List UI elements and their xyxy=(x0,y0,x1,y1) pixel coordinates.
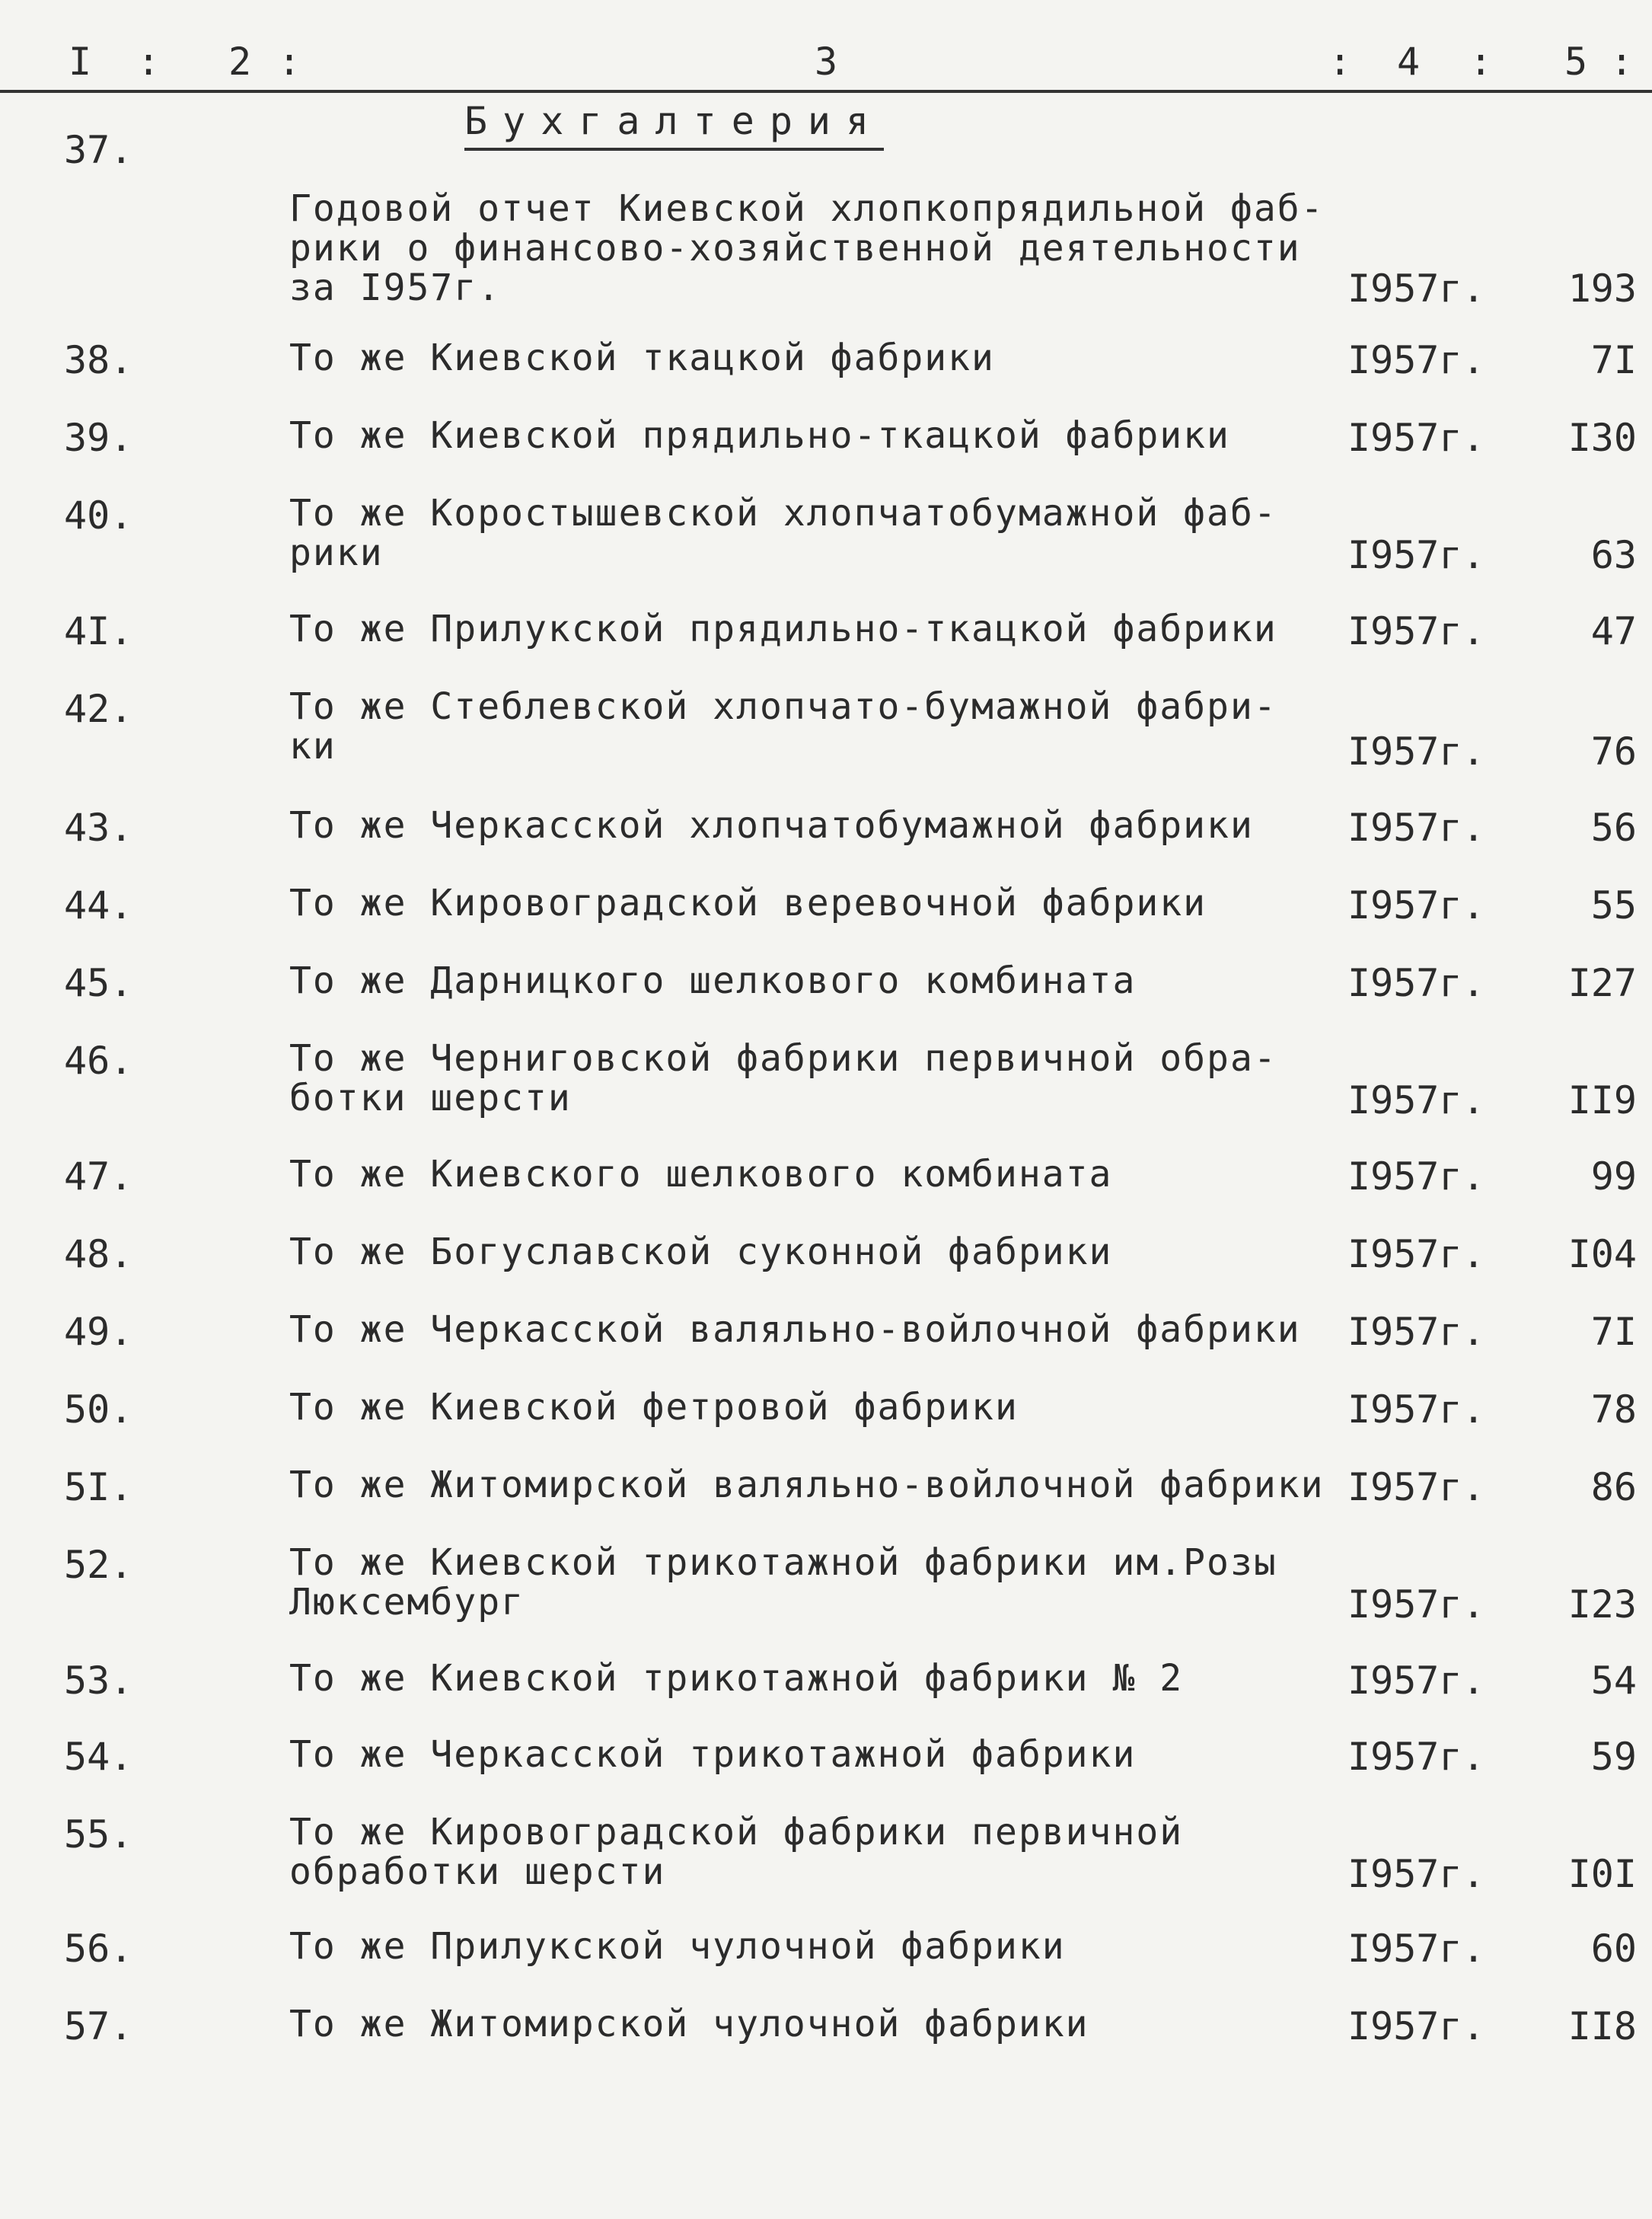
row-sheet-count: 47 xyxy=(1590,609,1637,653)
row-title: То же Прилукской прядильно-ткацкой фабрики xyxy=(289,608,1277,650)
row-year: I957г. xyxy=(1347,883,1485,928)
row-title: То же Кировоградской фабрики первичной обработки шерсти xyxy=(289,1811,1184,1893)
header-sep-4: : xyxy=(1469,40,1499,84)
row-year: I957г. xyxy=(1347,2004,1485,2048)
row-year: I957г. xyxy=(1347,806,1485,850)
row-year: I957г. xyxy=(1347,267,1485,311)
header-col-2: 2 xyxy=(228,40,258,84)
row-number: 4I. xyxy=(64,609,133,653)
row-number: 50. xyxy=(64,1387,133,1432)
row-title: То же Киевской трикотажной фабрики им.Розы Люксембург xyxy=(289,1541,1277,1624)
row-year: I957г. xyxy=(1347,533,1485,577)
row-year: I957г. xyxy=(1347,1927,1485,1971)
row-title: То же Черкасской трикотажной фабрики xyxy=(289,1733,1137,1776)
header-col-4: 4 xyxy=(1397,40,1427,84)
row-number: 42. xyxy=(64,687,133,731)
row-title: Годовой отчет Киевской хлопкопрядильной фаб- рики о финансово-хозяйственной деятельности за I957г. xyxy=(289,187,1325,309)
row-number: 45. xyxy=(64,961,133,1005)
row-sheet-count: II8 xyxy=(1567,2004,1637,2048)
row-title: То же Стеблевской хлопчато-бумажной фабри- ки xyxy=(289,685,1277,768)
row-sheet-count: I27 xyxy=(1567,961,1637,1005)
row-year: I957г. xyxy=(1347,1582,1485,1627)
row-number: 38. xyxy=(64,338,133,382)
row-sheet-count: II9 xyxy=(1567,1078,1637,1122)
row-title: То же Киевской фетровой фабрики xyxy=(289,1386,1019,1429)
row-number: 57. xyxy=(64,2004,133,2048)
row-sheet-count: 7I xyxy=(1590,1310,1637,1354)
row-year: I957г. xyxy=(1347,961,1485,1005)
row-title: То же Прилукской чулочной фабрики xyxy=(289,1925,1066,1968)
row-number: 52. xyxy=(64,1543,133,1587)
row-sheet-count: 54 xyxy=(1590,1659,1637,1703)
row-sheet-count: 193 xyxy=(1567,267,1637,311)
row-year: I957г. xyxy=(1347,1078,1485,1122)
header-col-1: I xyxy=(69,40,98,84)
row-number: 47. xyxy=(64,1154,133,1199)
row-year: I957г. xyxy=(1347,1852,1485,1896)
row-title: То же Дарницкого шелкового комбината xyxy=(289,959,1137,1002)
row-year: I957г. xyxy=(1347,338,1485,382)
header-sep-2: : xyxy=(278,40,308,84)
row-year: I957г. xyxy=(1347,1154,1485,1199)
row-number: 55. xyxy=(64,1812,133,1857)
row-number: 53. xyxy=(64,1659,133,1703)
column-header xyxy=(0,32,1652,93)
row-sheet-count: I23 xyxy=(1567,1582,1637,1627)
row-title: То же Киевской трикотажной фабрики № 2 xyxy=(289,1657,1184,1700)
row-sheet-count: 56 xyxy=(1590,806,1637,850)
row-number: 54. xyxy=(64,1735,133,1779)
row-sheet-count: I30 xyxy=(1567,416,1637,460)
row-year: I957г. xyxy=(1347,1310,1485,1354)
row-number: 48. xyxy=(64,1232,133,1276)
row-year: I957г. xyxy=(1347,730,1485,774)
row-sheet-count: 78 xyxy=(1590,1387,1637,1432)
row-title: То же Житомирской чулочной фабрики xyxy=(289,2003,1089,2045)
header-sep-3: : xyxy=(1328,40,1358,84)
row-sheet-count: 59 xyxy=(1590,1735,1637,1779)
row-year: I957г. xyxy=(1347,1465,1485,1509)
row-number: 43. xyxy=(64,806,133,850)
row-title: То же Киевской прядильно-ткацкой фабрики xyxy=(289,414,1230,457)
row-number: 44. xyxy=(64,883,133,928)
row-title: То же Кировоградской веревочной фабрики xyxy=(289,882,1207,924)
row-number: 5I. xyxy=(64,1465,133,1509)
row-sheet-count: 99 xyxy=(1590,1154,1637,1199)
row-sheet-count: 60 xyxy=(1590,1927,1637,1971)
header-rule xyxy=(0,90,1652,93)
row-title: То же Черкасской хлопчатобумажной фабрики xyxy=(289,804,1254,847)
row-sheet-count: 63 xyxy=(1590,533,1637,577)
row-year: I957г. xyxy=(1347,1232,1485,1276)
row-number: 40. xyxy=(64,493,133,538)
row-number: 49. xyxy=(64,1310,133,1354)
row-number: 56. xyxy=(64,1927,133,1971)
section-title: Бухгалтерия xyxy=(464,99,884,151)
row-title: То же Черниговской фабрики первичной обра- ботки шерсти xyxy=(289,1037,1277,1119)
row-year: I957г. xyxy=(1347,416,1485,460)
row-title: То же Киевского шелкового комбината xyxy=(289,1153,1113,1196)
row-year: I957г. xyxy=(1347,1659,1485,1703)
row-title: То же Богуславской суконной фабрики xyxy=(289,1231,1113,1273)
row-sheet-count: 86 xyxy=(1590,1465,1637,1509)
header-col-3: 3 xyxy=(815,40,844,84)
header-col-5: 5 xyxy=(1564,40,1594,84)
row-title: То же Житомирской валяльно-войлочной фабрики xyxy=(289,1464,1325,1506)
header-sep-5: : xyxy=(1610,40,1640,84)
row-number: 39. xyxy=(64,416,133,460)
row-sheet-count: I0I xyxy=(1567,1852,1637,1896)
row-year: I957г. xyxy=(1347,609,1485,653)
row-year: I957г. xyxy=(1347,1735,1485,1779)
row-number: 37. xyxy=(64,128,133,172)
header-sep-1: : xyxy=(137,40,167,84)
row-sheet-count: 55 xyxy=(1590,883,1637,928)
row-number: 46. xyxy=(64,1039,133,1083)
row-sheet-count: 7I xyxy=(1590,338,1637,382)
row-title: То же Киевской ткацкой фабрики xyxy=(289,337,995,379)
row-title: То же Черкасской валяльно-войлочной фабрики xyxy=(289,1308,1301,1351)
row-year: I957г. xyxy=(1347,1387,1485,1432)
row-sheet-count: 76 xyxy=(1590,730,1637,774)
row-title: То же Коростышевской хлопчатобумажной фаб- рики xyxy=(289,492,1277,574)
row-sheet-count: I04 xyxy=(1567,1232,1637,1276)
